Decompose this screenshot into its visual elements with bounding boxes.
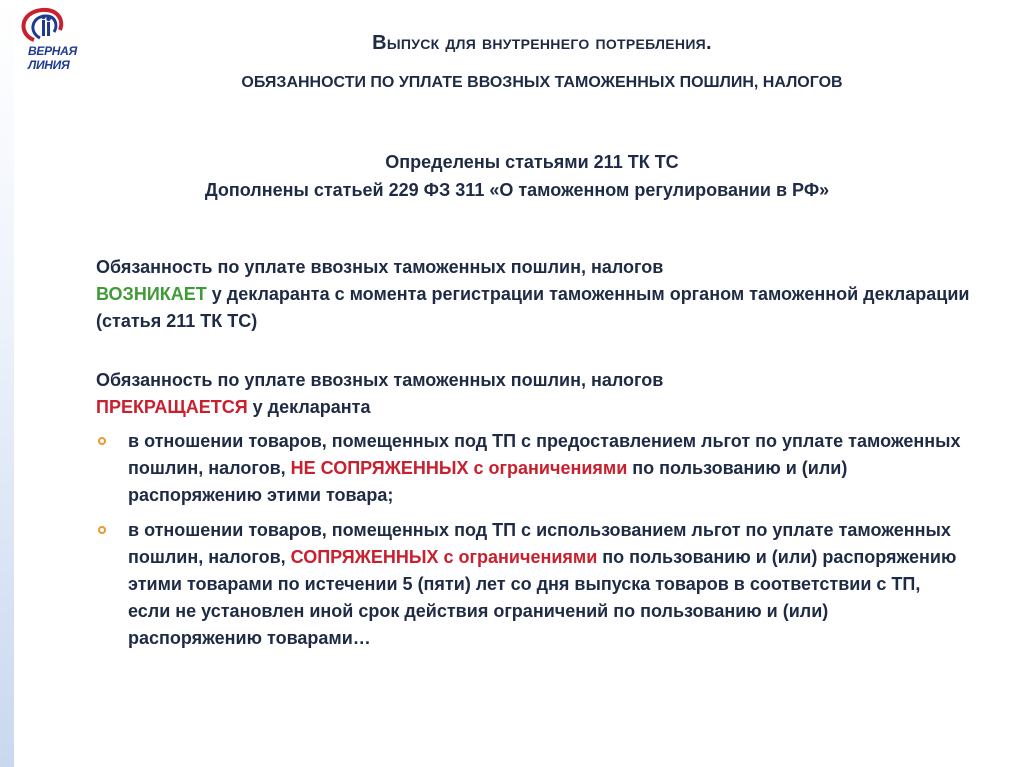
- bullet-text-a: в отношении товаров, помещенных под ТП с использованием льгот по уплате таможенных пошлин, налогов,: [128, 520, 951, 567]
- bullet-red-text: НЕ СОПРЯЖЕННЫХ с ограничениями: [290, 458, 628, 478]
- defined-line-2: Дополнены статьей 229 ФЗ 311 «О таможенном регулировании в РФ»: [204, 180, 830, 200]
- arises-text-1: Обязанность по уплате ввозных таможенных пошлин, налогов: [96, 257, 664, 277]
- page-title: Выпуск для внутреннего потребления.: [372, 32, 712, 54]
- terminates-text-1: Обязанность по уплате ввозных таможенных пошлин, налогов: [96, 370, 664, 390]
- bullet-list: [96, 428, 966, 660]
- logo-text: ВЕРНАЯ ЛИНИЯ: [28, 44, 77, 72]
- bullet-circle-icon: [98, 526, 106, 534]
- bullet-text-b: по пользованию и (или) распоряжению этими товарами по истечении 5 (пяти) лет со дня выпуска товаров в соответствии с ТП, если не установлен иной срок действия ограничений по пользованию и (или) распоряжению товарами…: [128, 547, 957, 648]
- defined-line-1: Определены статьями 211 ТК ТС: [385, 152, 679, 172]
- terminates-keyword: ПРЕКРАЩАЕТСЯ: [96, 397, 248, 417]
- page-subtitle: ОБЯЗАННОСТИ ПО УПЛАТЕ ВВОЗНЫХ ТАМОЖЕННЫХ ПОШЛИН, НАЛОГОВ: [241, 74, 843, 91]
- list-item: [96, 428, 966, 509]
- left-decor-bar: [0, 0, 14, 767]
- list-item: [96, 517, 966, 652]
- bullet-circle-icon: [98, 437, 106, 445]
- arises-keyword: ВОЗНИКАЕТ: [96, 284, 207, 304]
- terminates-text-2: у декларанта: [247, 397, 371, 417]
- bullet-text-a: в отношении товаров, помещенных под ТП с предоставлением льгот по уплате таможенных пошлин, налогов,: [128, 431, 961, 478]
- bullet-red-text: СОПРЯЖЕННЫХ с ограничениями: [290, 547, 598, 567]
- bullet-text-b: по пользованию и (или) распоряжению этими товара;: [128, 458, 848, 505]
- arises-paragraph: [96, 254, 976, 335]
- arises-text-2: у декларанта с момента регистрации таможенным органом таможенной декларации (статья 211 ТК ТС): [96, 284, 970, 331]
- terminates-paragraph: [96, 367, 976, 421]
